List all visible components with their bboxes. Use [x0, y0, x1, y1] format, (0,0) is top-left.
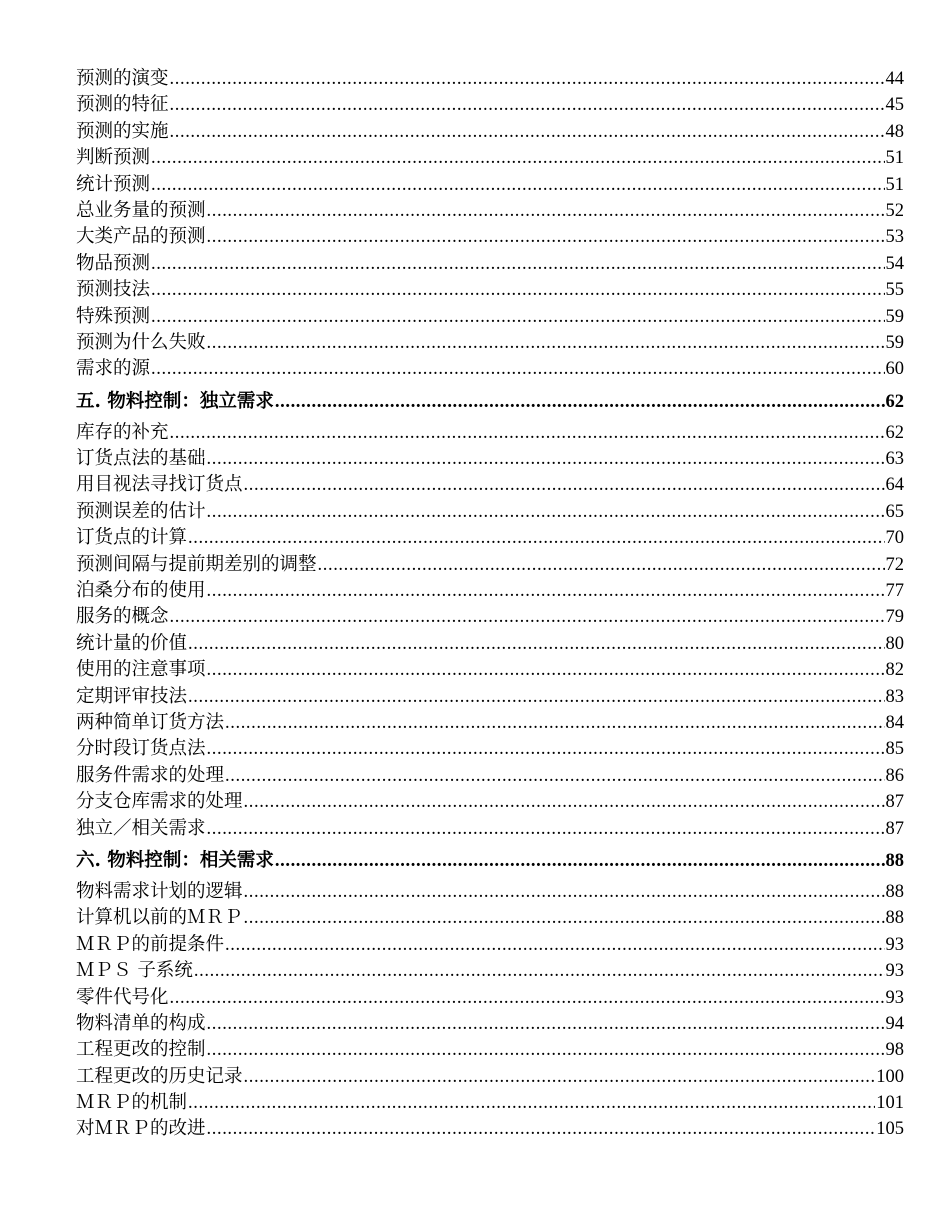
toc-entry[interactable] [76, 420, 904, 446]
toc-entry-title: 用目视法寻找订货点 [76, 474, 243, 496]
dot-leader [207, 1037, 885, 1063]
dot-leader [207, 1011, 885, 1037]
toc-entry-title: 物料需求计划的逻辑 [76, 880, 243, 902]
toc-entry-title: 需求的源 [76, 358, 151, 380]
toc-entry[interactable] [76, 1090, 904, 1116]
toc-entry[interactable] [76, 1011, 904, 1037]
toc-entry[interactable] [76, 1037, 904, 1063]
toc-entry[interactable] [76, 224, 904, 250]
toc-entry-title: 统计预测 [76, 173, 151, 195]
dot-leader [151, 304, 884, 330]
toc-entry[interactable] [76, 446, 904, 472]
toc-entry-page-number: 62 [885, 422, 904, 443]
dot-leader [170, 119, 885, 145]
toc-section-heading[interactable] [76, 842, 904, 879]
toc-entry-title: 预测的演变 [76, 68, 169, 89]
dot-leader [170, 985, 885, 1011]
toc-entry[interactable] [76, 879, 904, 905]
dot-leader [207, 657, 885, 683]
dot-leader [151, 277, 884, 303]
toc-entry-page-number: 48 [885, 121, 904, 142]
toc-entry-title: 泊桑分布的使用 [76, 580, 206, 602]
dot-leader [207, 330, 885, 356]
toc-entry[interactable] [76, 657, 904, 683]
toc-entry-title: 六. 物料控制：相关需求 [76, 849, 274, 871]
dot-leader [188, 525, 884, 551]
toc-entry-title: 物品预测 [76, 252, 151, 274]
dot-leader [207, 816, 885, 842]
toc-entry[interactable] [76, 816, 904, 842]
toc-entry-page-number: 86 [885, 765, 904, 786]
dot-leader [151, 356, 884, 382]
toc-entry-page-number: 79 [885, 607, 904, 628]
toc-entry[interactable] [76, 472, 904, 498]
toc-entry-page-number: 85 [885, 739, 904, 760]
toc-entry-page-number: 54 [885, 253, 904, 274]
toc-entry-title: 分时段订货点法 [76, 738, 206, 760]
toc-entry-title: 预测的实施 [76, 120, 169, 142]
toc-section-heading[interactable] [76, 383, 904, 420]
toc-entry-page-number: 93 [885, 961, 904, 982]
toc-entry-page-number: 65 [885, 501, 904, 522]
toc-entry[interactable] [76, 145, 904, 171]
toc-entry-title: 预测误差的估计 [76, 500, 206, 522]
toc-entry[interactable] [76, 172, 904, 198]
toc-entry[interactable] [76, 330, 904, 356]
toc-entry-title: 服务的概念 [76, 606, 169, 628]
toc-entry-page-number: 87 [885, 792, 904, 813]
toc-entry-title: 物料清单的构成 [76, 1012, 206, 1034]
toc-entry-page-number: 94 [885, 1013, 904, 1034]
toc-entry-title: 预测为什么失败 [76, 331, 206, 353]
toc-entry[interactable] [76, 985, 904, 1011]
dot-leader [151, 251, 884, 277]
dot-leader [207, 1116, 876, 1142]
toc-entry-title: 预测的特征 [76, 94, 169, 116]
dot-leader [244, 879, 885, 905]
dot-leader [244, 789, 885, 815]
toc-entry-title: 统计量的价值 [76, 632, 188, 654]
toc-entry-title: 定期评审技法 [76, 685, 188, 707]
toc-entry-page-number: 77 [885, 581, 904, 602]
toc-entry[interactable] [76, 198, 904, 224]
toc-entry-title: 工程更改的控制 [76, 1039, 206, 1061]
toc-entry-title: 服务件需求的处理 [76, 764, 225, 786]
toc-entry-page-number: 100 [876, 1066, 904, 1087]
dot-leader [244, 1064, 876, 1090]
toc-entry-page-number: 63 [885, 449, 904, 470]
dot-leader [188, 631, 884, 657]
toc-entry[interactable] [76, 119, 904, 145]
toc-entry-page-number: 53 [885, 227, 904, 248]
dot-leader [151, 172, 884, 198]
dot-leader [170, 92, 885, 118]
toc-entry-page-number: 88 [885, 908, 904, 929]
toc-entry-title: 订货点的计算 [76, 527, 188, 549]
toc-entry-page-number: 60 [885, 359, 904, 380]
toc-entry-page-number: 52 [885, 200, 904, 221]
toc-entry-page-number: 51 [885, 174, 904, 195]
toc-entry[interactable] [76, 277, 904, 303]
dot-leader [170, 66, 885, 92]
toc-entry-title: 使用的注意事项 [76, 659, 206, 681]
toc-entry[interactable] [76, 499, 904, 525]
toc-entry[interactable] [76, 604, 904, 630]
toc-entry[interactable] [76, 736, 904, 762]
toc-entry-page-number: 84 [885, 712, 904, 733]
toc-entry-title: 订货点法的基础 [76, 448, 206, 470]
toc-entry-title: 对ＭＲＰ的改进 [76, 1118, 206, 1140]
toc-entry[interactable] [76, 631, 904, 657]
toc-entry[interactable] [76, 958, 904, 984]
toc-entry-page-number: 80 [885, 633, 904, 654]
dot-leader [194, 958, 885, 984]
toc-entry-page-number: 44 [885, 69, 904, 89]
toc-entry[interactable] [76, 1116, 904, 1142]
toc-entry-page-number: 45 [885, 95, 904, 116]
dot-leader [188, 684, 884, 710]
toc-entry-title: 五. 物料控制：独立需求 [76, 390, 274, 412]
toc-entry-title: ＭＲＰ的机制 [76, 1092, 188, 1114]
dot-leader [225, 932, 884, 958]
table-of-contents [76, 66, 904, 1143]
toc-entry-page-number: 93 [885, 934, 904, 955]
toc-entry[interactable] [76, 684, 904, 710]
toc-entry[interactable] [76, 92, 904, 118]
toc-entry-page-number: 98 [885, 1040, 904, 1061]
toc-entry-page-number: 51 [885, 148, 904, 169]
dot-leader [207, 446, 885, 472]
dot-leader [170, 420, 885, 446]
toc-entry-title: 判断预测 [76, 147, 151, 169]
toc-entry-title: 两种简单订货方法 [76, 711, 225, 733]
toc-entry[interactable] [76, 304, 904, 330]
dot-leader [207, 499, 885, 525]
toc-entry-title: 分支仓库需求的处理 [76, 791, 243, 813]
toc-entry-title: 特殊预测 [76, 305, 151, 327]
dot-leader [318, 552, 885, 578]
toc-entry-title: 总业务量的预测 [76, 199, 206, 221]
dot-leader [207, 224, 885, 250]
toc-entry[interactable] [76, 66, 904, 92]
dot-leader [225, 710, 884, 736]
toc-entry-title: ＭＲＰ的前提条件 [76, 933, 225, 955]
toc-entry-title: 零件代号化 [76, 986, 169, 1008]
toc-entry[interactable] [76, 1064, 904, 1090]
toc-entry-title: 计算机以前的ＭＲＰ [76, 907, 243, 929]
toc-entry[interactable] [76, 578, 904, 604]
toc-entry-page-number: 70 [885, 528, 904, 549]
toc-entry-page-number: 55 [885, 280, 904, 301]
toc-entry[interactable] [76, 552, 904, 578]
dot-leader [188, 1090, 875, 1116]
toc-entry-page-number: 82 [885, 660, 904, 681]
dot-leader [225, 763, 884, 789]
toc-entry-page-number: 64 [885, 475, 904, 496]
dot-leader [244, 472, 885, 498]
toc-entry-title: 大类产品的预测 [76, 226, 206, 248]
toc-entry-page-number: 93 [885, 987, 904, 1008]
toc-entry[interactable] [76, 251, 904, 277]
toc-entry-title: 库存的补充 [76, 421, 169, 443]
toc-entry[interactable] [76, 525, 904, 551]
toc-entry[interactable] [76, 356, 904, 382]
toc-entry[interactable] [76, 932, 904, 958]
dot-leader [244, 905, 885, 931]
toc-entry-title: 工程更改的历史记录 [76, 1065, 243, 1087]
toc-entry-title: ＭＰＳ 子系统 [76, 960, 193, 982]
toc-entry-page-number: 87 [885, 818, 904, 839]
dot-leader [207, 736, 885, 762]
toc-entry-page-number: 105 [876, 1119, 904, 1140]
toc-entry-page-number: 83 [885, 686, 904, 707]
toc-entry-page-number: 88 [885, 881, 904, 902]
dot-leader [275, 384, 885, 420]
toc-entry-page-number: 72 [885, 554, 904, 575]
toc-entry[interactable] [76, 763, 904, 789]
toc-entry[interactable] [76, 789, 904, 815]
toc-entry-title: 预测技法 [76, 279, 151, 301]
dot-leader [207, 198, 885, 224]
dot-leader [170, 604, 885, 630]
dot-leader [207, 578, 885, 604]
dot-leader [151, 145, 884, 171]
toc-entry-page-number: 59 [885, 332, 904, 353]
toc-entry-title: 预测间隔与提前期差别的调整 [76, 553, 317, 575]
toc-entry-page-number: 59 [885, 306, 904, 327]
toc-entry-page-number: 101 [876, 1093, 904, 1114]
toc-entry-title: 独立／相关需求 [76, 817, 206, 839]
toc-entry[interactable] [76, 710, 904, 736]
toc-entry-page-number: 62 [885, 391, 904, 412]
toc-entry-page-number: 88 [885, 850, 904, 871]
toc-entry[interactable] [76, 905, 904, 931]
dot-leader [275, 843, 885, 879]
